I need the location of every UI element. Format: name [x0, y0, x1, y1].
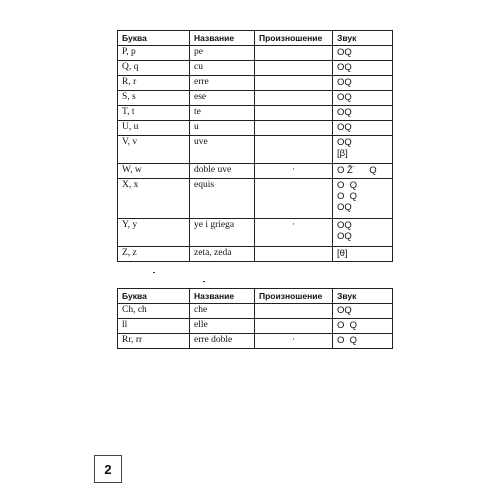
letter-cell: S, s: [118, 91, 190, 106]
header-letter: Буква: [118, 289, 190, 304]
header-pronunciation: Произношение: [255, 31, 333, 46]
sound-cell: O Ž˙ Q: [333, 164, 393, 179]
pronunciation-cell: [255, 136, 333, 164]
sound-cell: OQ: [333, 121, 393, 136]
name-cell: elle: [190, 319, 255, 334]
name-cell: erre doble: [190, 334, 255, 349]
pronunciation-cell: [255, 179, 333, 219]
sound-cell: OQ: [333, 46, 393, 61]
header-letter: Буква: [118, 31, 190, 46]
table-row: [118, 76, 393, 91]
sound-cell: OQ: [333, 304, 393, 319]
table-header-row: [118, 31, 393, 46]
pronunciation-cell: [255, 106, 333, 121]
sound-cell: OQ [β]: [333, 136, 393, 164]
name-cell: ye i griega: [190, 219, 255, 247]
sound-cell: OQ: [333, 106, 393, 121]
digraph-table: [117, 288, 393, 349]
letter-cell: Ch, ch: [118, 304, 190, 319]
table-row: [118, 164, 393, 179]
stray-mark: [203, 281, 205, 282]
table-row: [118, 179, 393, 219]
pronunciation-cell: ·: [255, 334, 333, 349]
table-row: [118, 121, 393, 136]
table-row: [118, 46, 393, 61]
table-row: [118, 106, 393, 121]
table-header-row: [118, 289, 393, 304]
name-cell: erre: [190, 76, 255, 91]
pronunciation-cell: [255, 304, 333, 319]
table-row: [118, 219, 393, 247]
header-pronunciation: Произношение: [255, 289, 333, 304]
pronunciation-cell: [255, 61, 333, 76]
name-cell: zeta, zeda: [190, 247, 255, 262]
sound-cell: OQ: [333, 61, 393, 76]
letter-cell: W, w: [118, 164, 190, 179]
name-cell: ese: [190, 91, 255, 106]
pronunciation-cell: [255, 76, 333, 91]
page-number: 2: [94, 455, 122, 483]
sound-cell: OQ: [333, 76, 393, 91]
pronunciation-cell: [255, 121, 333, 136]
name-cell: che: [190, 304, 255, 319]
letter-cell: V, v: [118, 136, 190, 164]
name-cell: cu: [190, 61, 255, 76]
table-row: [118, 247, 393, 262]
pronunciation-cell: [255, 91, 333, 106]
letter-cell: T, t: [118, 106, 190, 121]
sound-cell: O Q: [333, 319, 393, 334]
pronunciation-cell: ·: [255, 219, 333, 247]
letter-cell: Rr, rr: [118, 334, 190, 349]
header-name: Название: [190, 289, 255, 304]
pronunciation-cell: [255, 247, 333, 262]
letter-cell: P, p: [118, 46, 190, 61]
name-cell: te: [190, 106, 255, 121]
letter-cell: X, x: [118, 179, 190, 219]
header-sound: Звук: [333, 289, 393, 304]
table-row: [118, 304, 393, 319]
letter-cell: Z, z: [118, 247, 190, 262]
pronunciation-cell: [255, 46, 333, 61]
name-cell: doble uve: [190, 164, 255, 179]
table-row: [118, 136, 393, 164]
letter-cell: Y, y: [118, 219, 190, 247]
name-cell: u: [190, 121, 255, 136]
letter-cell: Q, q: [118, 61, 190, 76]
letter-cell: U, u: [118, 121, 190, 136]
sound-cell: O Q: [333, 334, 393, 349]
name-cell: equis: [190, 179, 255, 219]
sound-cell: [θ]: [333, 247, 393, 262]
stray-mark: [153, 272, 155, 273]
table-row: [118, 61, 393, 76]
name-cell: pe: [190, 46, 255, 61]
pronunciation-cell: ·: [255, 164, 333, 179]
header-sound: Звук: [333, 31, 393, 46]
pronunciation-cell: [255, 319, 333, 334]
table-row: [118, 319, 393, 334]
header-name: Название: [190, 31, 255, 46]
alphabet-table: [117, 30, 393, 262]
table-row: [118, 334, 393, 349]
name-cell: uve: [190, 136, 255, 164]
table-row: [118, 91, 393, 106]
sound-cell: OQ: [333, 91, 393, 106]
sound-cell: OQ OQ: [333, 219, 393, 247]
letter-cell: R, r: [118, 76, 190, 91]
sound-cell: O Q O Q OQ: [333, 179, 393, 219]
letter-cell: ll: [118, 319, 190, 334]
